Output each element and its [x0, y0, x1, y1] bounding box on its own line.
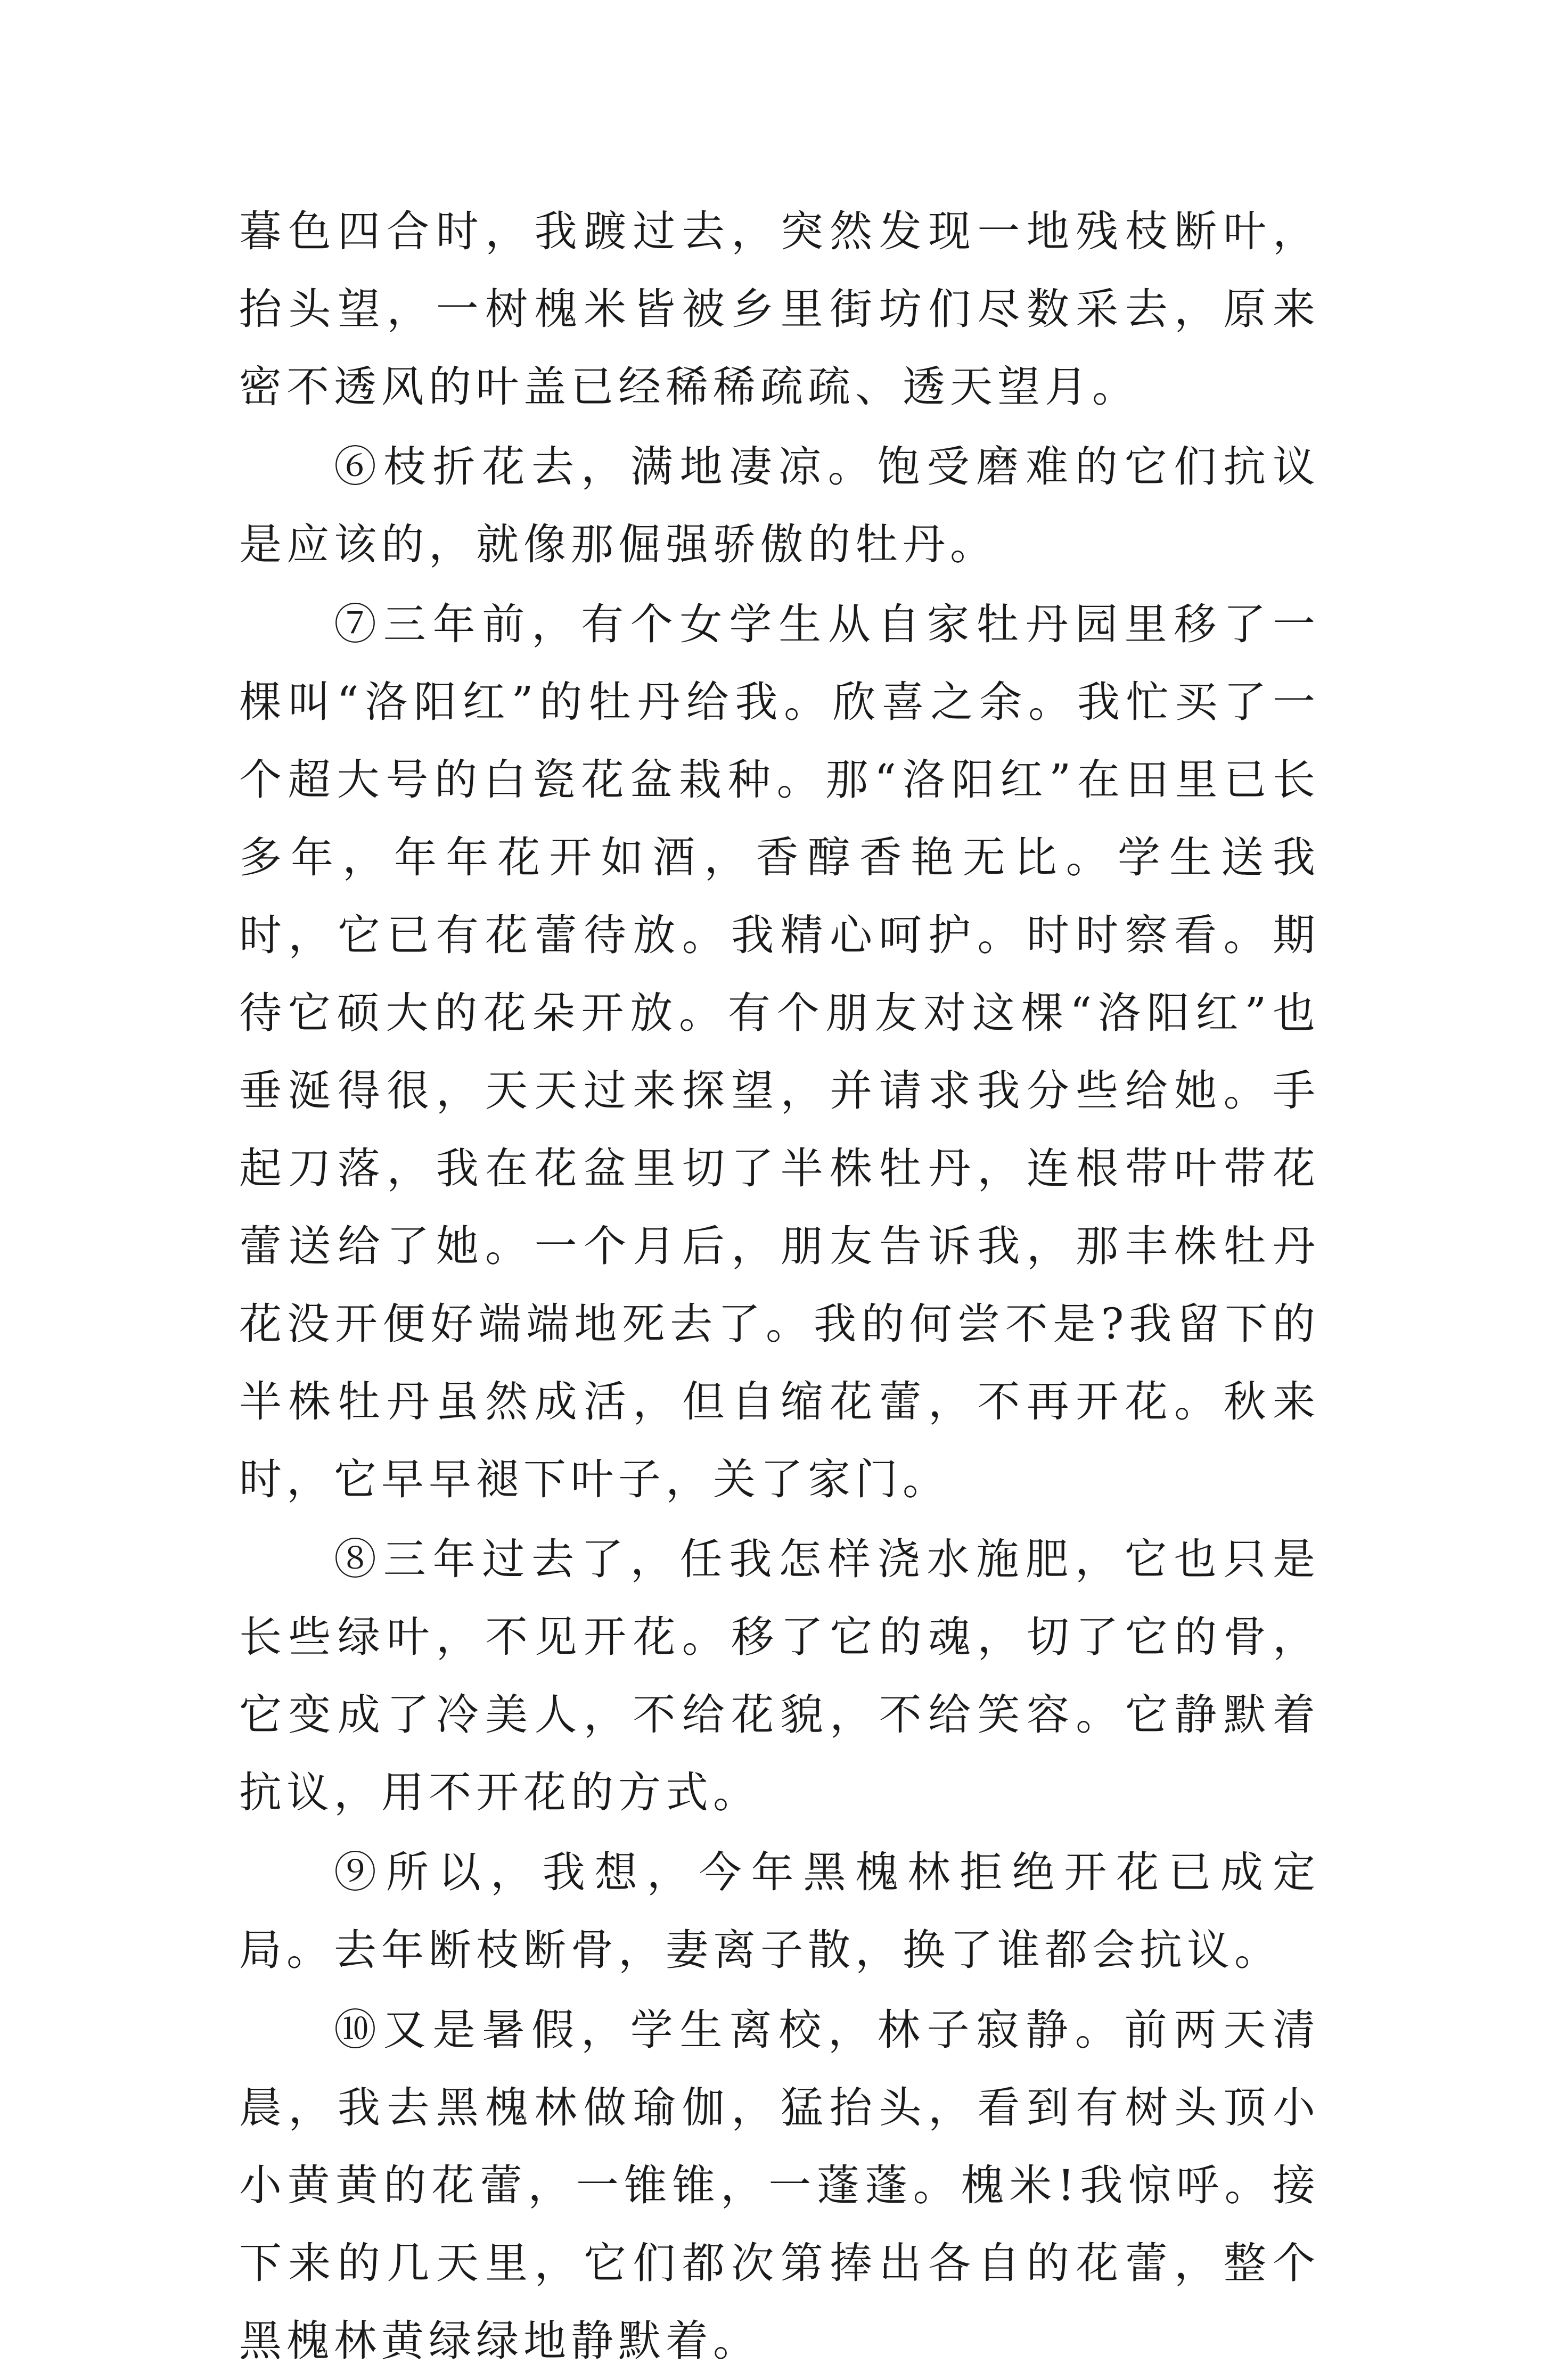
paragraph-9: ⑨所以，我想，今年黑槐林拒绝开花已成定局。去年断枝断骨，妻离子散，换了谁都会抗议。 — [239, 1848, 1320, 1975]
paragraph-10: ⑩又是暑假，学生离校，林子寂静。前两天清晨，我去黑槐林做瑜伽，猛抬头，看到有树头顶小小黄黄的花蕾，一锥锥，一蓬蓬。槐米!我惊呼。接下来的几天里，它们都次第捧出各自的花蕾，整个黑槐林黄绿绿地静默着。 — [239, 2005, 1320, 2366]
paragraph-7: ⑦三年前，有个女学生从自家牡丹园里移了一棵叫“洛阳红”的牡丹给我。欣喜之余。我忙买了一个超大号的白瓷花盆栽种。那“洛阳红”在田里已长多年，年年花开如酒，香醇香艳无比。学生送我时，它已有花蕾待放。我精心呵护。时时察看。期待它硕大的花朵开放。有个朋友对这棵“洛阳红”也垂涎得很，天天过来探望，并请求我分些给她。手起刀落，我在花盆里切了半株牡丹，连根带叶带花蕾送给了她。一个月后，朋友告诉我，那丰株牡丹花没开便好端端地死去了。我的何尝不是?我留下的半株牡丹虽然成活，但自缩花蕾，不再开花。秋来时，它早早褪下叶子，关了家门。 — [239, 600, 1320, 1504]
article-body — [239, 193, 1320, 2380]
paragraph-8: ⑧三年过去了，任我怎样浇水施肥，它也只是长些绿叶，不见开花。移了它的魂，切了它的骨，它变成了冷美人，不给花貌，不给笑容。它静默着抗议，用不开花的方式。 — [239, 1534, 1320, 1817]
paragraph-continued: 暮色四合时，我踱过去，突然发现一地残枝断叶，抬头望，一树槐米皆被乡里街坊们尽数采去，原来密不透风的叶盖已经稀稀疏疏、透天望月。 — [239, 207, 1320, 412]
paragraph-6: ⑥枝折花去，满地凄凉。饱受磨难的它们抗议是应该的，就像那倔强骄傲的牡丹。 — [239, 442, 1320, 569]
